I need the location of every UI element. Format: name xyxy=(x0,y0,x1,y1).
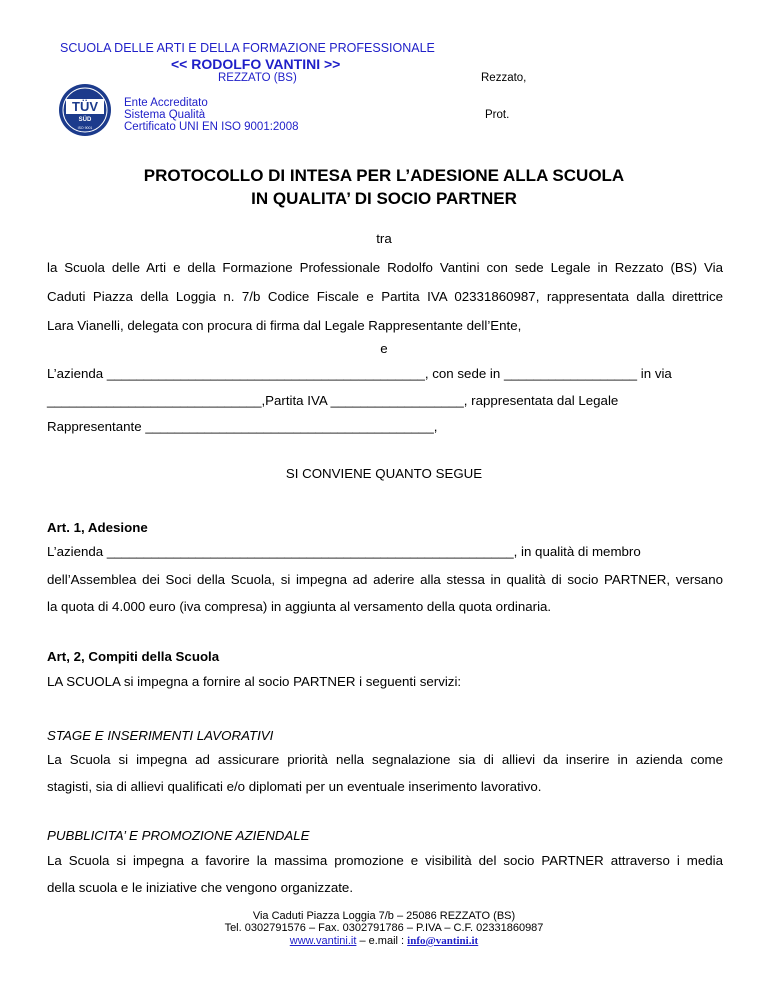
accredited-line-3: Certificato UNI EN ISO 9001:2008 xyxy=(124,121,299,133)
school-line: SCUOLA DELLE ARTI E DELLA FORMAZIONE PROFESSIONALE xyxy=(60,41,435,55)
art1-line2: dell’Assemblea dei Soci della Scuola, si impegna ad aderire alla stessa in qualità di socio PARTNER, versano xyxy=(47,572,723,587)
logo-text-main: TÜV xyxy=(72,99,98,114)
para1-line2: Caduti Piazza della Loggia n. 7/b Codice Fiscale e Partita IVA 02331860987, rappresentata dalla direttrice xyxy=(47,289,723,304)
art1-line1: L’azienda _______________________________________________________, in qualità di membro xyxy=(47,544,641,559)
e-label: e xyxy=(380,341,388,356)
stage-line2: stagisti, sia di allievi qualificati e/o diplomati per un eventuale inserimento lavorativo. xyxy=(47,779,542,794)
art2-line1: LA SCUOLA si impegna a fornire al socio PARTNER i seguenti servizi: xyxy=(47,674,462,689)
footer-web-line xyxy=(0,935,768,947)
email-label: – e.mail : xyxy=(356,935,408,947)
tra-label: tra xyxy=(376,231,392,246)
tuv-sud-logo-icon xyxy=(58,83,112,137)
agree-heading: SI CONVIENE QUANTO SEGUE xyxy=(285,466,483,481)
title-line-2: IN QUALITA’ DI SOCIO PARTNER xyxy=(251,189,517,208)
school-location: REZZATO (BS) xyxy=(218,72,297,84)
art1-line3: la quota di 4.000 euro (iva compresa) in aggiunta al versamento della quota ordinaria. xyxy=(47,599,552,614)
para1-line1: la Scuola delle Arti e della Formazione Professionale Rodolfo Vantini con sede Legale in Rezzato (BS) Via xyxy=(47,260,723,275)
art2-title: Art, 2, Compiti della Scuola xyxy=(47,649,220,664)
promo-title: PUBBLICITA’ E PROMOZIONE AZIENDALE xyxy=(47,828,310,843)
stage-title: STAGE E INSERIMENTI LAVORATIVI xyxy=(47,728,274,743)
website-link[interactable]: www.vantini.it xyxy=(289,935,357,947)
logo-text-small: ISO 9001 xyxy=(77,126,93,130)
logo-text-sub: SÜD xyxy=(78,117,92,123)
footer-address: Via Caduti Piazza Loggia 7/b – 25086 REZZATO (BS) xyxy=(252,910,516,922)
school-name: << RODOLFO VANTINI >> xyxy=(171,56,341,72)
footer-contacts: Tel. 0302791576 – Fax. 0302791786 – P.IVA – C.F. 02331860987 xyxy=(224,922,544,934)
para2-line3: Rappresentante _______________________________________, xyxy=(47,419,438,434)
para2-line1: L’azienda ___________________________________________, con sede in __________________ in via xyxy=(47,366,672,381)
accredited-line-2: Sistema Qualità xyxy=(124,109,206,121)
promo-line1: La Scuola si impegna a favorire la massima promozione e visibilità del socio PARTNER attraverso i media xyxy=(47,853,723,868)
prot-label: Prot. xyxy=(485,109,510,121)
promo-line2: della scuola e le iniziative che vengono organizzate. xyxy=(47,880,354,895)
title-line-1: PROTOCOLLO DI INTESA PER L’ADESIONE ALLA SCUOLA xyxy=(143,166,625,185)
para1-line3: Lara Vianelli, delegata con procura di firma dal Legale Rappresentante dell’Ente, xyxy=(47,318,522,333)
accredited-line-1: Ente Accreditato xyxy=(124,97,208,109)
stage-line1: La Scuola si impegna ad assicurare priorità nella segnalazione sia di allievi da inserire in azienda come xyxy=(47,752,723,767)
art1-title: Art. 1, Adesione xyxy=(47,520,148,535)
place-date: Rezzato, xyxy=(481,72,527,84)
para2-line2: _____________________________,Partita IVA __________________, rappresentata dal Legale xyxy=(47,393,619,408)
email-link[interactable]: info@vantini.it xyxy=(407,935,479,947)
